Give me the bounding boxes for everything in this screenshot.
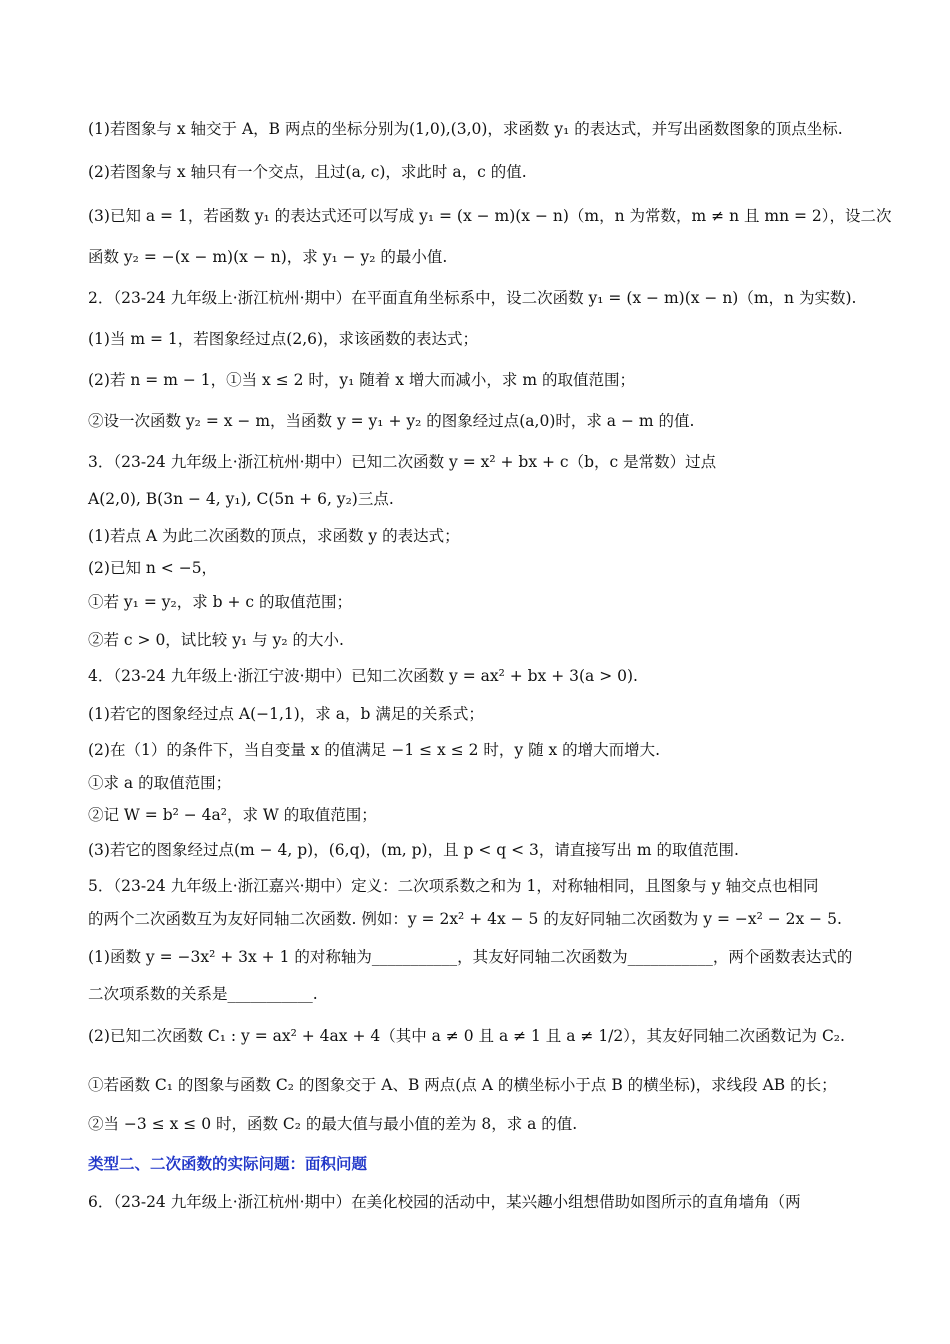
q3-part1: (1)若点 A 为此二次函数的顶点，求函数 y 的表达式； <box>88 527 460 545</box>
q4-part2: (2)在（1）的条件下，当自变量 x 的值满足 −1 ≤ x ≤ 2 时，y 随 x 的增大而增大. <box>88 741 661 759</box>
q2-part1: (1)当 m = 1，若图象经过点(2,6)，求该函数的表达式； <box>88 330 479 348</box>
q5-part2: (2)已知二次函数 C₁ : y = ax² + 4ax + 4（其中 a ≠ 0 且 a ≠ 1 且 a ≠ 1/2），其友好同轴二次函数记为 C₂. <box>88 1027 845 1045</box>
q4-part1: (1)若它的图象经过点 A(−1,1)，求 a，b 满足的关系式； <box>88 705 484 723</box>
q3-part2: (2)已知 n < −5， <box>88 559 218 577</box>
q3-part2-b: ②若 c > 0，试比较 y₁ 与 y₂ 的大小. <box>88 631 344 649</box>
q1-part2: (2)若图象与 x 轴只有一个交点，且过(a, c)，求此时 a，c 的值. <box>88 163 527 181</box>
q6-stem: 6．（23-24 九年级上·浙江杭州·期中）在美化校园的活动中，某兴趣小组想借助如图所示的直角墙角（两 <box>88 1193 801 1211</box>
q5-part1: (1)函数 y = −3x² + 3x + 1 的对称轴为___________，其友好同轴二次函数为___________，两个函数表达式的 <box>88 948 853 966</box>
q5-stem: 5．（23-24 九年级上·浙江嘉兴·期中）定义：二次项系数之和为 1，对称轴相同，且图象与 y 轴交点也相同 <box>88 877 819 895</box>
q1-part1: (1)若图象与 x 轴交于 A，B 两点的坐标分别为(1,0),(3,0)，求函数 y₁ 的表达式，并写出函数图象的顶点坐标. <box>88 120 843 138</box>
q4-part2-b: ②记 W = b² − 4a²，求 W 的取值范围； <box>88 806 377 824</box>
q5-stem-cont: 的两个二次函数互为友好同轴二次函数. 例如：y = 2x² + 4x − 5 的友好同轴二次函数为 y = −x² − 2x − 5. <box>88 910 842 928</box>
q2-part2-b: ②设一次函数 y₂ = x − m，当函数 y = y₁ + y₂ 的图象经过点(a,0)时，求 a − m 的值. <box>88 412 695 430</box>
q3-stem: 3．（23-24 九年级上·浙江杭州·期中）已知二次函数 y = x² + bx + c（b，c 是常数）过点 <box>88 453 717 471</box>
q4-part2-a: ①求 a 的取值范围； <box>88 774 232 792</box>
q1-part3-cont: 函数 y₂ = −(x − m)(x − n)，求 y₁ − y₂ 的最小值. <box>88 248 448 266</box>
q4-part3: (3)若它的图象经过点(m − 4, p)，(6,q)，(m, p)，且 p < q < 3，请直接写出 m 的取值范围. <box>88 841 739 859</box>
q2-part2: (2)若 n = m − 1，①当 x ≤ 2 时，y₁ 随着 x 增大而减小，求 m 的取值范围； <box>88 371 635 389</box>
q2-stem: 2．（23-24 九年级上·浙江杭州·期中）在平面直角坐标系中，设二次函数 y₁ = (x − m)(x − n)（m，n 为实数). <box>88 289 857 307</box>
section-heading: 类型二、二次函数的实际问题：面积问题 <box>88 1154 368 1173</box>
q5-part2-a: ①若函数 C₁ 的图象与函数 C₂ 的图象交于 A、B 两点(点 A 的横坐标小于点 B 的横坐标)，求线段 AB 的长； <box>88 1076 837 1094</box>
q1-part3: (3)已知 a = 1，若函数 y₁ 的表达式还可以写成 y₁ = (x − m)(x − n)（m，n 为常数，m ≠ n 且 mn = 2），设二次 <box>88 207 892 225</box>
q5-part1-cont: 二次项系数的关系是___________. <box>88 985 318 1003</box>
q3-part2-a: ①若 y₁ = y₂，求 b + c 的取值范围； <box>88 593 353 611</box>
q3-stem-cont: A(2,0), B(3n − 4, y₁), C(5n + 6, y₂)三点. <box>88 490 394 508</box>
q5-part2-b: ②当 −3 ≤ x ≤ 0 时，函数 C₂ 的最大值与最小值的差为 8，求 a 的值. <box>88 1115 578 1133</box>
q4-stem: 4．（23-24 九年级上·浙江宁波·期中）已知二次函数 y = ax² + bx + 3(a > 0). <box>88 667 638 685</box>
